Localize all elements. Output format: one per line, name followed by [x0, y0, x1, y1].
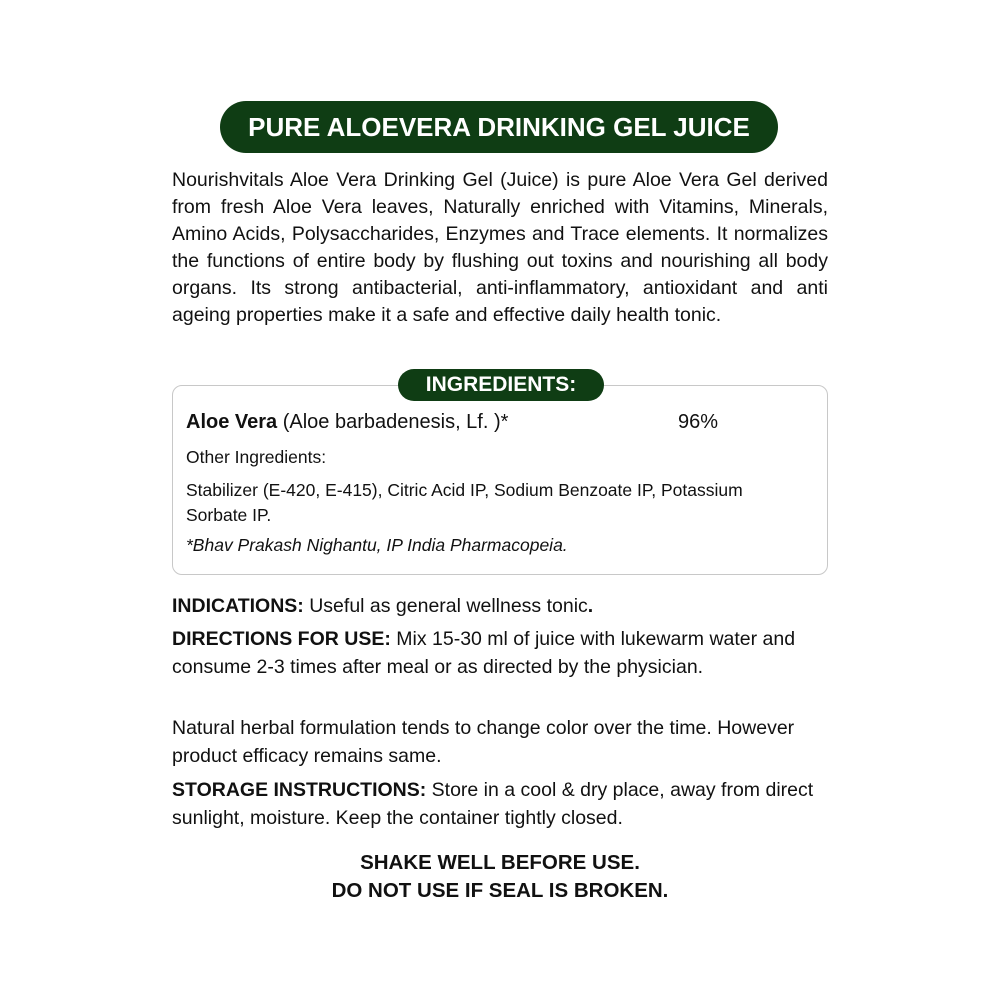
directions-label: DIRECTIONS FOR USE: — [172, 628, 391, 650]
other-ingredients-label: Other Ingredients: — [186, 447, 327, 467]
storage-text: Store in a cool & dry place, away from direct sunlight, moisture. Keep the container tightly closed. — [172, 779, 814, 829]
main-ingredient-botanical: (Aloe barbadenesis, Lf. )* — [282, 411, 509, 433]
other-ingredients-list: Stabilizer (E-420, E-415), Citric Acid IP, Sodium Benzoate IP, Potassium Sorbate IP. — [186, 480, 743, 525]
indications-text: Useful as general wellness tonic — [309, 595, 588, 617]
indications-label: INDICATIONS: — [172, 595, 304, 617]
product-description: Nourishvitals Aloe Vera Drinking Gel (Juice) is pure Aloe Vera Gel derived from fresh Aloe Vera leaves, Naturally enriched with Vitamins, Minerals, Amino Acids, Polysaccharides, Enzymes and Trace elements. It normalizes the functions of entire body by flushing out toxins and nourishing all body organs. Its strong antibacterial, anti-inflammatory, antioxidant and anti ageing properties make it a safe and effective daily health tonic. — [172, 169, 828, 326]
indications-period: . — [587, 595, 594, 617]
main-ingredient-percent: 96% — [678, 411, 719, 433]
pharmacopeia-reference: *Bhav Prakash Nighantu, IP India Pharmacopeia. — [186, 535, 568, 555]
main-ingredient-name: Aloe Vera — [186, 411, 278, 433]
storage-instructions — [172, 776, 832, 832]
storage-label: STORAGE INSTRUCTIONS: — [172, 779, 427, 801]
natural-formulation-note: Natural herbal formulation tends to change color over the time. However product efficacy remains same. — [172, 717, 795, 767]
product-title: PURE ALOEVERA DRINKING GEL JUICE — [220, 101, 778, 153]
directions-text: Mix 15-30 ml of juice with lukewarm water and consume 2-3 times after meal or as directed by the physician. — [172, 628, 796, 678]
seal-warning: DO NOT USE IF SEAL IS BROKEN. — [331, 879, 669, 902]
shake-warning: SHAKE WELL BEFORE USE. — [360, 851, 640, 874]
usage-warnings — [172, 849, 828, 905]
ingredients-heading: INGREDIENTS: — [398, 369, 604, 401]
indications — [172, 592, 832, 620]
directions-for-use — [172, 625, 832, 681]
main-ingredient — [186, 411, 508, 434]
